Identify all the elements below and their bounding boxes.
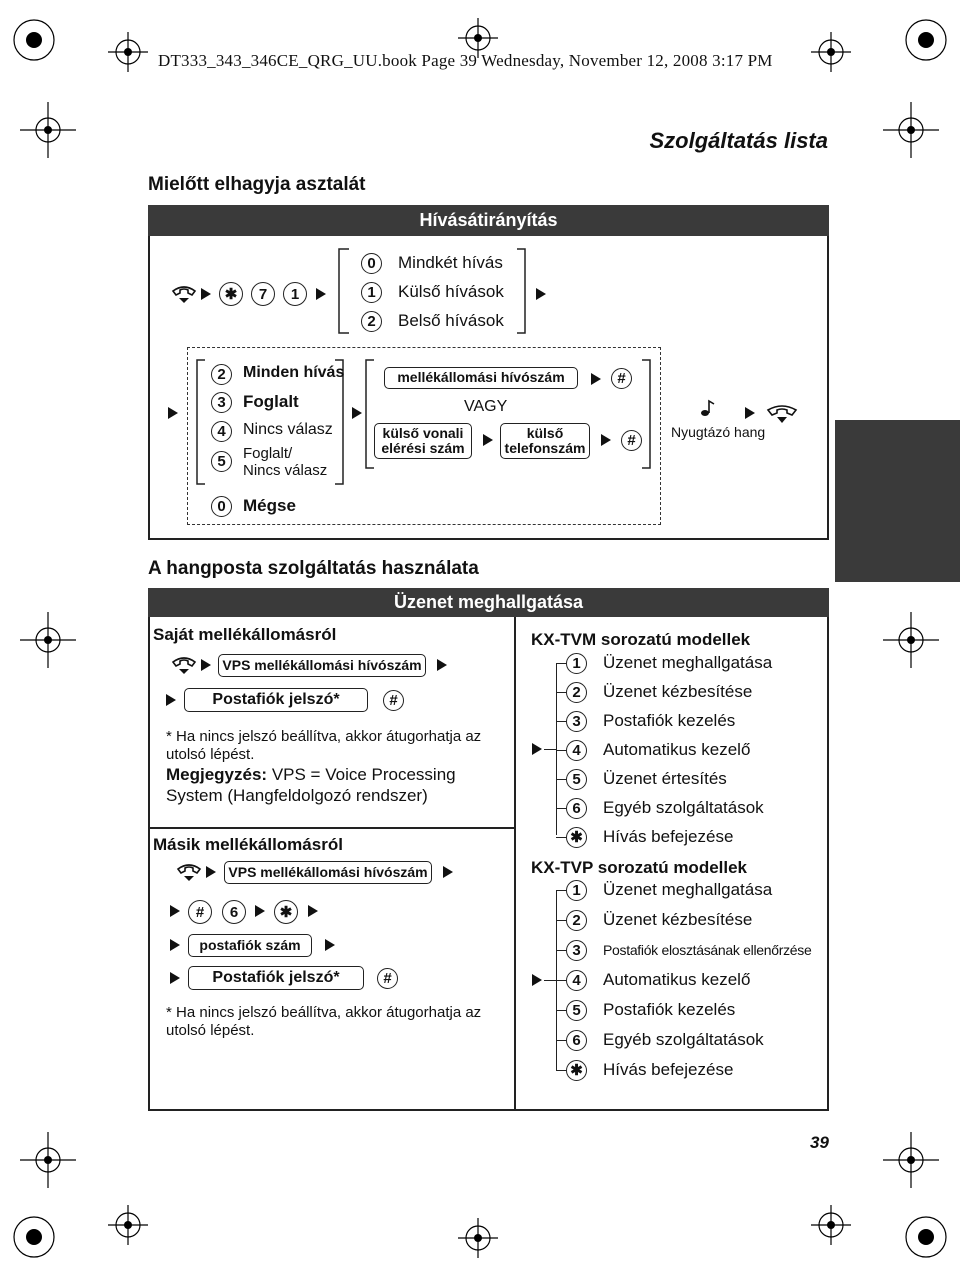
connector [556, 1010, 566, 1011]
tvp-item-label: Postafiók elosztásának ellenőrzése [603, 942, 812, 958]
tvm-item-key: 2 [566, 682, 587, 703]
section-title: Szolgáltatás lista [649, 128, 828, 153]
music-note-icon [700, 398, 716, 418]
option-external-calls: Külső hívások [398, 282, 504, 301]
handset-off-hook-icon [175, 860, 203, 886]
connector [556, 808, 566, 809]
key-star: ✱ [219, 282, 243, 306]
handset-off-hook-icon [170, 282, 198, 308]
connector [544, 980, 556, 981]
tvm-item-label: Üzenet értesítés [603, 769, 727, 788]
arrow [437, 659, 447, 671]
key-6: 6 [222, 900, 246, 924]
own-title: Saját mellékállomásról [153, 625, 337, 644]
voicemail-heading: A hangposta szolgáltatás használata [148, 558, 479, 579]
arrow [325, 939, 335, 951]
tvm-item-key: 6 [566, 798, 587, 819]
confirm-tone-label: Nyugtázó hang [671, 424, 766, 440]
arrow [170, 939, 180, 951]
arrow [308, 905, 318, 917]
tvm-item-key: 3 [566, 711, 587, 732]
tvp-item-key: 6 [566, 1030, 587, 1051]
key-2: 2 [211, 364, 232, 385]
other-title: Másik mellékállomásról [153, 835, 343, 854]
key-5: 5 [211, 451, 232, 472]
connector [544, 749, 556, 750]
side-tab [835, 420, 960, 582]
key-1: 1 [361, 282, 382, 303]
forward-bar: Hívásátirányítás [148, 205, 829, 236]
row-divider [148, 827, 516, 829]
mode-busy-no-answer: Foglalt/ Nincs válasz [243, 445, 328, 479]
ext-number-key: mellékállomási hívószám [384, 367, 578, 389]
option-internal-calls: Belső hívások [398, 311, 504, 330]
column-divider [514, 617, 516, 1111]
tvm-item-key: 1 [566, 653, 587, 674]
key-hash: # [611, 368, 632, 389]
arrow [591, 373, 601, 385]
own-remark [166, 764, 511, 806]
tvm-item-key: ✱ [566, 827, 587, 848]
tvp-title: KX-TVP sorozatú modellek [531, 858, 748, 877]
tvp-item-key: 5 [566, 1000, 587, 1021]
tvp-item-label: Egyéb szolgáltatások [603, 1030, 764, 1049]
connector [556, 779, 566, 780]
mode-all-calls: Minden hívás [243, 364, 345, 381]
arrow [201, 288, 211, 300]
password-key: Postafiók jelszó* [184, 688, 368, 712]
connector [556, 920, 566, 921]
connector [556, 950, 566, 951]
remark-text: VPS = Voice Processing System (Hangfeldolgozó rendszer) [166, 765, 456, 805]
tvp-item-key: 1 [566, 880, 587, 901]
key-7: 7 [251, 282, 275, 306]
connector [556, 837, 566, 838]
tvp-item-key: ✱ [566, 1060, 587, 1081]
tvp-item-label: Üzenet kézbesítése [603, 910, 753, 929]
option-both-calls: Mindkét hívás [398, 253, 503, 272]
connector [556, 1040, 566, 1041]
book-header: DT333_343_346CE_QRG_UU.book Page 39 Wednesday, November 12, 2008 3:17 PM [158, 51, 773, 70]
tvm-item-label: Egyéb szolgáltatások [603, 798, 764, 817]
arrow [201, 659, 211, 671]
connector [556, 721, 566, 722]
connector [556, 1070, 566, 1071]
arrow [206, 866, 216, 878]
key-4: 4 [211, 421, 232, 442]
mailbox-number-key: postafiók szám [188, 934, 312, 957]
tvm-title: KX-TVM sorozatú modellek [531, 630, 751, 649]
page-number: 39 [810, 1133, 829, 1152]
arrow [601, 434, 611, 446]
mode-busy: Foglalt [243, 392, 299, 411]
arrow [255, 905, 265, 917]
connector [556, 692, 566, 693]
handset-off-hook-icon [170, 653, 198, 679]
tvp-item-label: Automatikus kezelő [603, 970, 751, 989]
tvm-item-key: 5 [566, 769, 587, 790]
password-key: Postafiók jelszó* [188, 966, 364, 990]
tvm-item-label: Üzenet kézbesítése [603, 682, 753, 701]
connector [556, 980, 566, 981]
arrow [443, 866, 453, 878]
tvm-item-key: 4 [566, 740, 587, 761]
tvm-item-label: Üzenet meghallgatása [603, 653, 773, 672]
tvp-item-label: Postafiók kezelés [603, 1000, 736, 1019]
arrow [532, 974, 542, 986]
key-hash: # [621, 430, 642, 451]
vps-number-key: VPS mellékállomási hívószám [218, 654, 426, 677]
vps-number-key: VPS mellékállomási hívószám [224, 861, 432, 884]
arrow [352, 407, 362, 419]
key-hash: # [377, 968, 398, 989]
key-hash: # [188, 900, 212, 924]
tvp-item-label: Hívás befejezése [603, 1060, 734, 1079]
other-note: * Ha nincs jelszó beállítva, akkor átugorhatja az utolsó lépést. [166, 1004, 482, 1039]
handset-on-hook-icon [765, 402, 799, 428]
or-label: VAGY [464, 398, 508, 415]
key-1: 1 [283, 282, 307, 306]
forward-heading: Mielőtt elhagyja asztalát [148, 174, 366, 195]
arrow [745, 407, 755, 419]
arrow [532, 743, 542, 755]
mode-cancel: Mégse [243, 496, 296, 515]
tvm-item-label: Automatikus kezelő [603, 740, 751, 759]
connector [556, 890, 566, 891]
mode-no-answer: Nincs válasz [243, 421, 333, 438]
key-star: ✱ [274, 900, 298, 924]
key-0: 0 [361, 253, 382, 274]
key-hash: # [383, 690, 404, 711]
arrow [168, 407, 178, 419]
tvp-item-key: 2 [566, 910, 587, 931]
key-0: 0 [211, 496, 232, 517]
arrow [166, 694, 176, 706]
tvm-item-label: Postafiók kezelés [603, 711, 736, 730]
arrow [316, 288, 326, 300]
remark-label: Megjegyzés: [166, 765, 268, 784]
line-access-key: külső vonali elérési szám [374, 423, 472, 459]
own-note: * Ha nincs jelszó beállítva, akkor átugorhatja az utolsó lépést. [166, 728, 482, 763]
arrow [483, 434, 493, 446]
arrow [170, 972, 180, 984]
arrow [536, 288, 546, 300]
key-3: 3 [211, 392, 232, 413]
connector [556, 663, 566, 664]
tvp-item-key: 3 [566, 940, 587, 961]
key-2: 2 [361, 311, 382, 332]
arrow [170, 905, 180, 917]
connector [556, 750, 566, 751]
voicemail-bar: Üzenet meghallgatása [148, 588, 829, 617]
ext-phone-key: külső telefonszám [500, 423, 590, 459]
tvm-item-label: Hívás befejezése [603, 827, 734, 846]
tvp-item-key: 4 [566, 970, 587, 991]
tvp-item-label: Üzenet meghallgatása [603, 880, 773, 899]
